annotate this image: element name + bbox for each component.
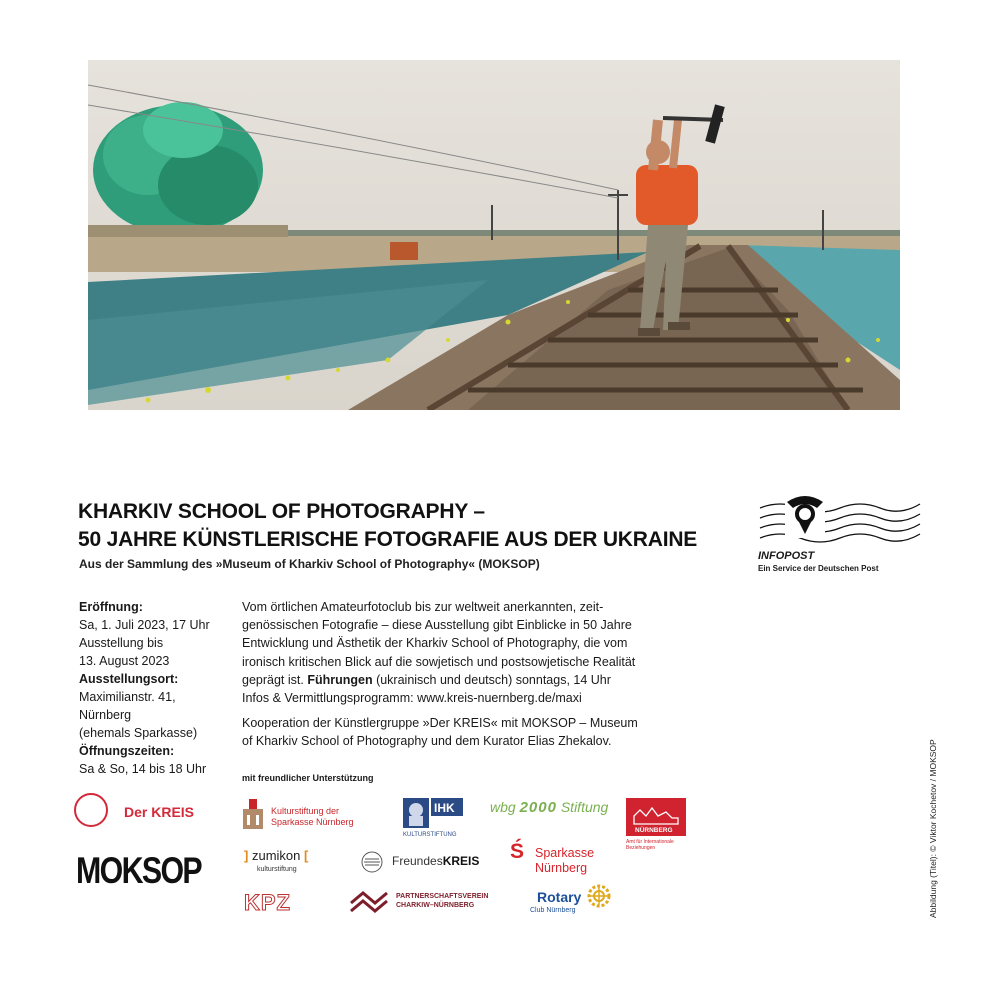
logo-text: CHARKIW–NÜRNBERG <box>396 902 475 909</box>
logo-text: KREIS <box>442 854 480 868</box>
infopost-title: INFOPOST <box>758 550 815 562</box>
freundeskreis-logo <box>392 854 479 868</box>
rotary-logo: Rotary <box>537 889 582 905</box>
text-line: (ukrainisch und deutsch) sonntags, 14 Uhr <box>372 672 611 687</box>
rotary-wheel-icon <box>587 884 611 908</box>
image-credit: Abbildung (Titel): © Viktor Kochetov / MOKSOP <box>928 739 938 918</box>
description <box>242 598 682 751</box>
title-line-1: KHARKIV SCHOOL OF PHOTOGRAPHY – <box>78 500 485 523</box>
exhibition-line-1: Ausstellung bis <box>79 636 164 650</box>
sparkasse-building-icon <box>241 797 265 829</box>
rotary-subtitle: Club Nürnberg <box>530 907 576 914</box>
text-line: genössischen Fotografie – diese Ausstellung gibt Einblicke in 50 Jahre <box>242 618 632 633</box>
infopost-subtitle: Ein Service der Deutschen Post <box>758 564 879 573</box>
text-line: Kooperation der Künstlergruppe »Der KREIS« mit MOKSOP – Museum <box>242 716 638 731</box>
ihk-logo <box>403 798 463 838</box>
text-line: geprägt ist. <box>242 672 308 687</box>
info-line: Infos & Vermittlungsprogramm: www.kreis-nuernberg.de/maxi <box>242 691 582 706</box>
opening-date: Sa, 1. Juli 2023, 17 Uhr <box>79 618 210 632</box>
cover-photograph <box>88 60 900 410</box>
kreis-circle-icon <box>74 793 108 827</box>
logo-text: Sparkasse Nürnberg <box>271 817 354 827</box>
support-label: mit freundlicher Unterstützung <box>242 773 374 783</box>
wbg-stiftung-logo <box>490 799 608 816</box>
sparkasse-kulturstiftung-logo <box>271 806 354 828</box>
nuernberg-subtitle: Amt für Internationale Beziehungen <box>626 839 674 851</box>
zumikon-subtitle: kulturstiftung <box>257 866 297 873</box>
venue-label: Ausstellungsort: <box>79 672 179 686</box>
guided-tours-label: Führungen <box>307 672 373 687</box>
nuernberg-logo <box>626 798 686 836</box>
event-details <box>79 598 229 778</box>
subtitle: Aus der Sammlung des »Museum of Kharkiv School of Photography« (MOKSOP) <box>79 557 540 571</box>
venue-line-3: (ehemals Sparkasse) <box>79 726 198 740</box>
logo-text: Sparkasse <box>535 846 595 860</box>
title-line-2: 50 JAHRE KÜNSTLERISCHE FOTOGRAFIE AUS DER UKRAINE <box>78 528 698 551</box>
kreis-logo: Der KREIS <box>124 804 195 820</box>
sparkasse-nuernberg-logo <box>535 846 594 876</box>
zumikon-logo: ] zumikon [ <box>244 848 309 863</box>
partnerschaftsverein-icon <box>349 889 389 913</box>
partnerschaftsverein-logo <box>396 892 488 910</box>
moksop-logo: MOKSOP <box>76 850 202 891</box>
text-line: Entwicklung und Ästhetik der Kharkiv School of Photography, die vom <box>242 636 628 651</box>
opening-label: Eröffnung: <box>79 600 143 614</box>
logo-text: Kulturstiftung der <box>271 806 340 816</box>
text-line: ironisch kritischen Blick auf die sowjetisch und postsowjetische Realität <box>242 654 636 669</box>
logo-text: Nürnberg <box>535 861 588 875</box>
ihk-sub: KULTURSTIFTUNG <box>403 832 457 838</box>
logo-text: wbg <box>490 799 516 815</box>
ihk-label: IHK <box>434 801 455 815</box>
description-paragraph-1 <box>242 598 682 707</box>
text-line: Vom örtlichen Amateurfotoclub bis zur weltweit anerkannten, zeit- <box>242 600 604 614</box>
logo-text: zumikon <box>251 848 301 863</box>
sparkasse-s-icon: Ś <box>510 840 525 863</box>
description-paragraph-2 <box>242 714 682 750</box>
logo-text: Stiftung <box>560 799 609 815</box>
logo-text: 2000 <box>519 799 557 816</box>
kpz-logo: KPZ <box>244 890 291 915</box>
venue-line-1: Maximilianstr. 41, <box>79 690 176 704</box>
venue-line-2: Nürnberg <box>79 708 132 722</box>
freundeskreis-circle-icon <box>361 851 383 873</box>
exhibition-line-2: 13. August 2023 <box>79 654 170 668</box>
logo-text: Freundes <box>392 854 443 868</box>
hours-value: Sa & So, 14 bis 18 Uhr <box>79 762 207 776</box>
text-line: of Kharkiv School of Photography und dem Kurator Elias Zhekalov. <box>242 734 612 749</box>
logo-text: PARTNERSCHAFTSVEREIN <box>396 893 489 900</box>
nuernberg-label: NÜRNBERG <box>635 827 673 834</box>
post-horn-icon <box>755 486 927 576</box>
hours-label: Öffnungszeiten: <box>79 744 175 758</box>
